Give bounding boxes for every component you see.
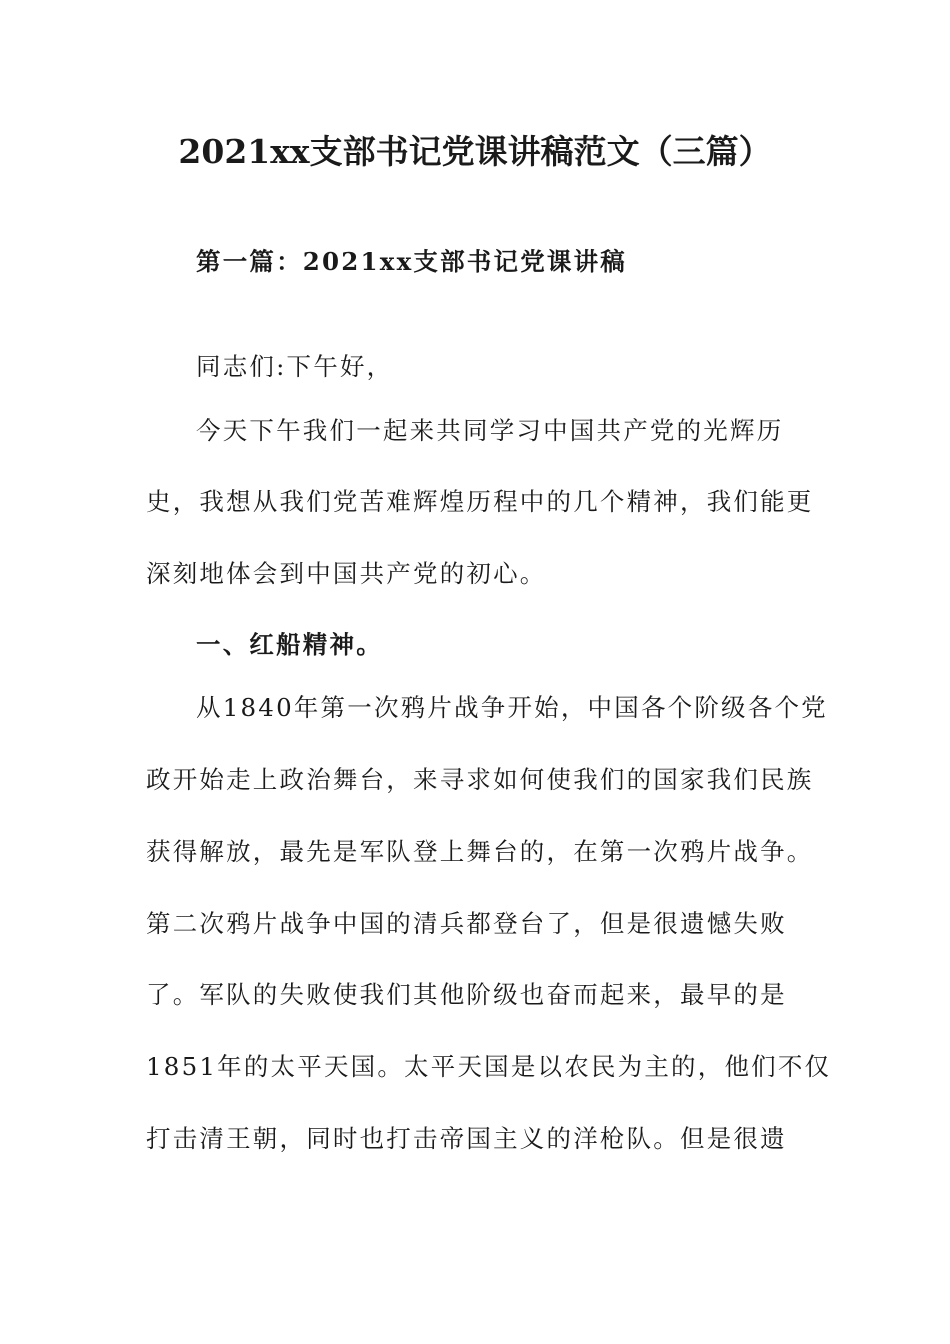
paragraph-line: 第二次鸦片战争中国的清兵都登台了，但是很遗憾失败: [146, 909, 787, 938]
document-title: 2021xx支部书记党课讲稿范文（三篇）: [178, 132, 772, 171]
paragraph-line: 1851年的太平天国。太平天国是以农民为主的，他们不仅: [146, 1052, 832, 1081]
section-heading-chapter-one: 第一篇：2021xx支部书记党课讲稿: [196, 247, 628, 276]
paragraph-line: 获得解放，最先是军队登上舞台的，在第一次鸦片战争。: [146, 837, 814, 866]
paragraph-line: 史，我想从我们党苦难辉煌历程中的几个精神，我们能更: [146, 487, 814, 516]
section-heading-red-boat-spirit: 一、红船精神。: [196, 630, 383, 659]
paragraph-line: 了。军队的失败使我们其他阶级也奋而起来，最早的是: [146, 980, 787, 1009]
paragraph-line: 今天下午我们一起来共同学习中国共产党的光辉历: [196, 416, 784, 445]
greeting-line: 同志们:下午好，: [196, 352, 394, 381]
paragraph-line: 政开始走上政治舞台，来寻求如何使我们的国家我们民族: [146, 765, 814, 794]
paragraph-line: 深刻地体会到中国共产党的初心。: [146, 559, 547, 588]
paragraph-line: 打击清王朝，同时也打击帝国主义的洋枪队。但是很遗: [146, 1124, 787, 1153]
paragraph-line: 从1840年第一次鸦片战争开始，中国各个阶级各个党: [196, 693, 828, 722]
